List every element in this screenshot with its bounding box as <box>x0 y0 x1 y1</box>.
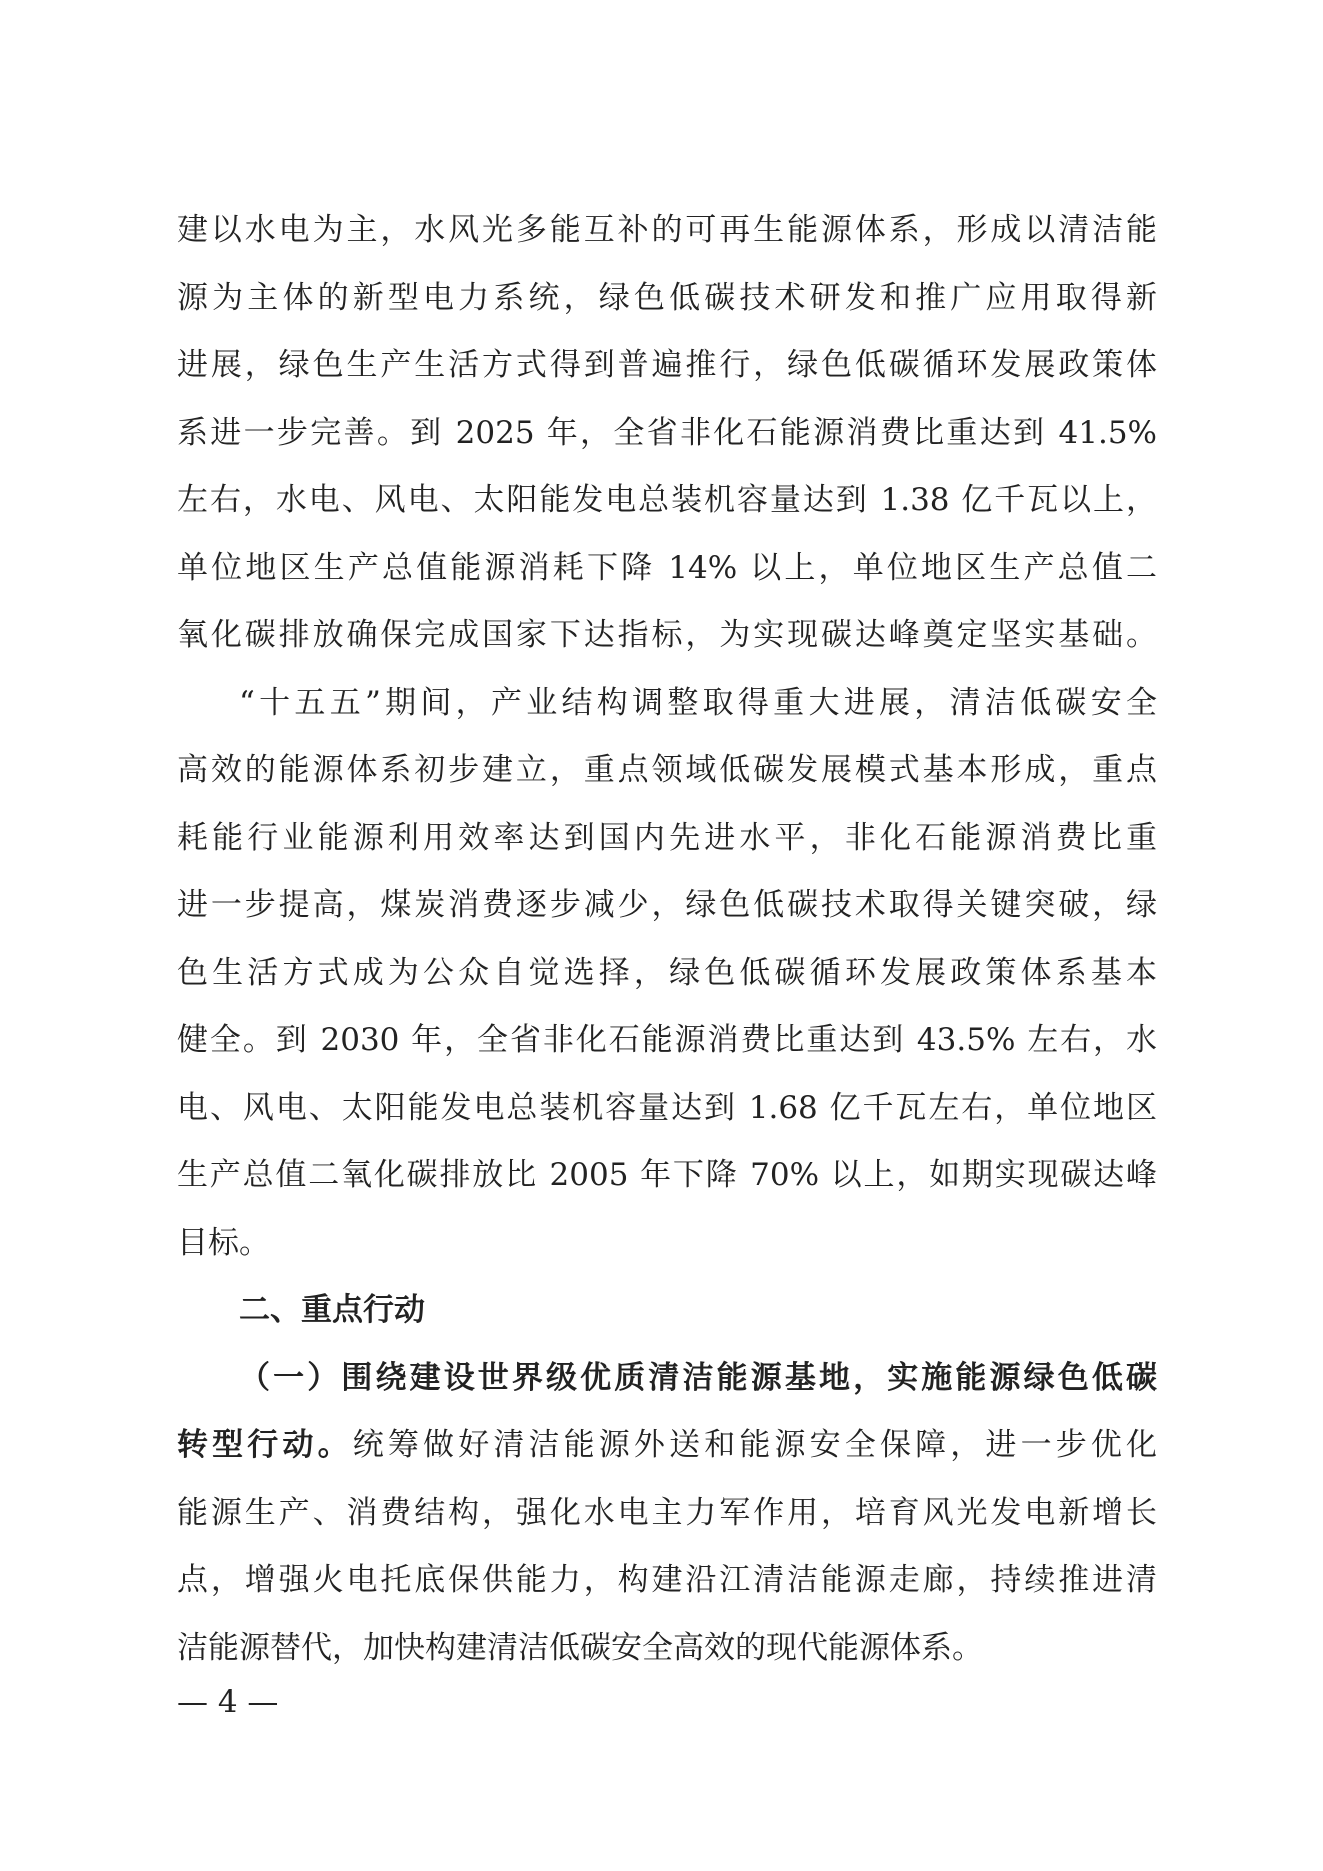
paragraph-line: 生产总值二氧化碳排放比 2005 年下降 70% 以上，如期实现碳达峰 <box>177 1157 1157 1193</box>
paragraph-line: 色生活方式成为公众自觉选择，绿色低碳循环发展政策体系基本 <box>177 954 1157 991</box>
section-heading: 二、重点行动 <box>239 1292 425 1328</box>
paragraph-line: 左右，水电、风电、太阳能发电总装机容量达到 1.38 亿千瓦以上， <box>177 482 1157 518</box>
subsection-heading-line: （一）围绕建设世界级优质清洁能源基地，实施能源绿色低碳 <box>239 1359 1157 1396</box>
paragraph-line: “十五五”期间，产业结构调整取得重大进展，清洁低碳安全 <box>239 684 1157 721</box>
paragraph-line: 氧化碳排放确保完成国家下达指标，为实现碳达峰奠定坚实基础。 <box>177 617 1157 653</box>
page-number: — 4 — <box>177 1684 279 1720</box>
body-text <box>177 197 1157 1682</box>
paragraph-line: 进一步提高，煤炭消费逐步减少，绿色低碳技术取得关键突破，绿 <box>177 887 1157 923</box>
paragraph-line: 进展，绿色生产生活方式得到普遍推行，绿色低碳循环发展政策体 <box>177 347 1157 383</box>
paragraph-line: 点，增强火电托底保供能力，构建沿江清洁能源走廊，持续推进清 <box>177 1562 1157 1598</box>
paragraph-line <box>177 1412 1157 1480</box>
paragraph-line: 单位地区生产总值能源消耗下降 14% 以上，单位地区生产总值二 <box>177 549 1157 586</box>
paragraph-line: 高效的能源体系初步建立，重点领域低碳发展模式基本形成，重点 <box>177 752 1157 788</box>
subsection-heading-tail: 转型行动。 <box>177 1427 353 1463</box>
paragraph-line: 系进一步完善。到 2025 年，全省非化石能源消费比重达到 41.5% <box>177 414 1157 451</box>
paragraph-line: 健全。到 2030 年，全省非化石能源消费比重达到 43.5% 左右，水 <box>177 1022 1157 1058</box>
paragraph-line: 能源生产、消费结构，强化水电主力军作用，培育风光发电新增长 <box>177 1494 1157 1531</box>
paragraph-line: 源为主体的新型电力系统，绿色低碳技术研发和推广应用取得新 <box>177 279 1157 316</box>
paragraph-text: 统筹做好清洁能源外送和能源安全保障，进一步优化 <box>352 1427 1157 1463</box>
paragraph-line: 耗能行业能源利用效率达到国内先进水平，非化石能源消费比重 <box>177 819 1157 856</box>
paragraph-line: 建以水电为主，水风光多能互补的可再生能源体系，形成以清洁能 <box>177 212 1157 248</box>
paragraph-line: 目标。 <box>177 1224 270 1261</box>
paragraph-line: 电、风电、太阳能发电总装机容量达到 1.68 亿千瓦左右，单位地区 <box>177 1089 1157 1126</box>
paragraph-line: 洁能源替代，加快构建清洁低碳安全高效的现代能源体系。 <box>177 1629 983 1666</box>
